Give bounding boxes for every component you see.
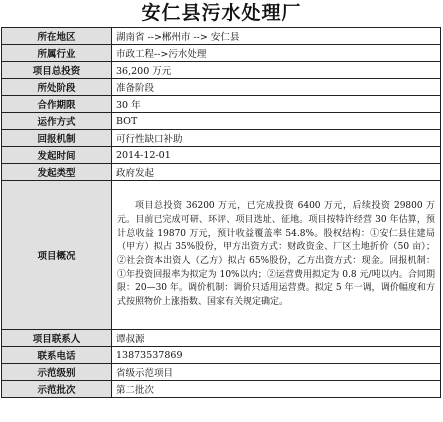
demo-batch-label: 示范批次 [2,381,112,398]
operation-mode-label: 运作方式 [2,113,112,130]
phone-value: 13873537869 [112,347,441,364]
table-row [2,164,441,181]
table-row [2,113,441,130]
table-row [2,330,441,347]
launch-type-value: 政府发起 [112,164,441,181]
table-row [2,79,441,96]
table-row [2,130,441,147]
table-row [2,347,441,364]
table-row [2,45,441,62]
table-row [2,147,441,164]
table-row [2,28,441,45]
industry-value: 市政工程-->污水处理 [112,45,441,62]
table-row [2,181,441,330]
launch-date-value: 2014-12-01 [112,147,441,164]
table-row [2,62,441,79]
project-info-table [1,27,441,398]
launch-date-label: 发起时间 [2,147,112,164]
table-row [2,364,441,381]
cooperation-term-label: 合作期限 [2,96,112,113]
stage-value: 准备阶段 [112,79,441,96]
overview-value: 项目总投资 36200 万元，已完成投资 6400 万元，后续投资 29800 万元。目前已完成可研、环评、项目选址、征地。项目按特许经营 30 年估算，预计总收益 19870 万元，预计收益覆盖率 54.8%。股权结构：①安仁县住建局（甲方）拟占 35%股份，甲方出资方式：财政资金、厂区土地折价（50 亩）；②社会资本出资人（乙方）拟占 65%股份，乙方出资方式：现金。回报机制：①年投资回报率为拟定为 10%以内；②运营费用拟定为 0.8 元/吨以内。合同期限：20—30 年。调价机制：调价只适用运营费。拟定 5 年一调，调价幅度和方式按照物价上涨指数、国家有关规定确定。 [112,181,441,330]
contact-person-label: 项目联系人 [2,330,112,347]
contact-person-value: 谭叔源 [112,330,441,347]
phone-label: 联系电话 [2,347,112,364]
page-title: 安仁县污水处理厂 [141,2,302,24]
table-row [2,381,441,398]
industry-label: 所属行业 [2,45,112,62]
demo-level-value: 省级示范项目 [112,364,441,381]
cooperation-term-value: 30 年 [112,96,441,113]
demo-level-label: 示范级别 [2,364,112,381]
stage-label: 所处阶段 [2,79,112,96]
operation-mode-value: BOT [112,113,441,130]
total-investment-label: 项目总投资 [2,62,112,79]
total-investment-value: 36,200 万元 [112,62,441,79]
table-row [2,96,441,113]
region-value: 湖南省 -->郴州市 --> 安仁县 [112,28,441,45]
return-mechanism-label: 回报机制 [2,130,112,147]
demo-batch-value: 第二批次 [112,381,441,398]
return-mechanism-value: 可行性缺口补助 [112,130,441,147]
region-label: 所在地区 [2,28,112,45]
launch-type-label: 发起类型 [2,164,112,181]
overview-label: 项目概况 [2,181,112,330]
